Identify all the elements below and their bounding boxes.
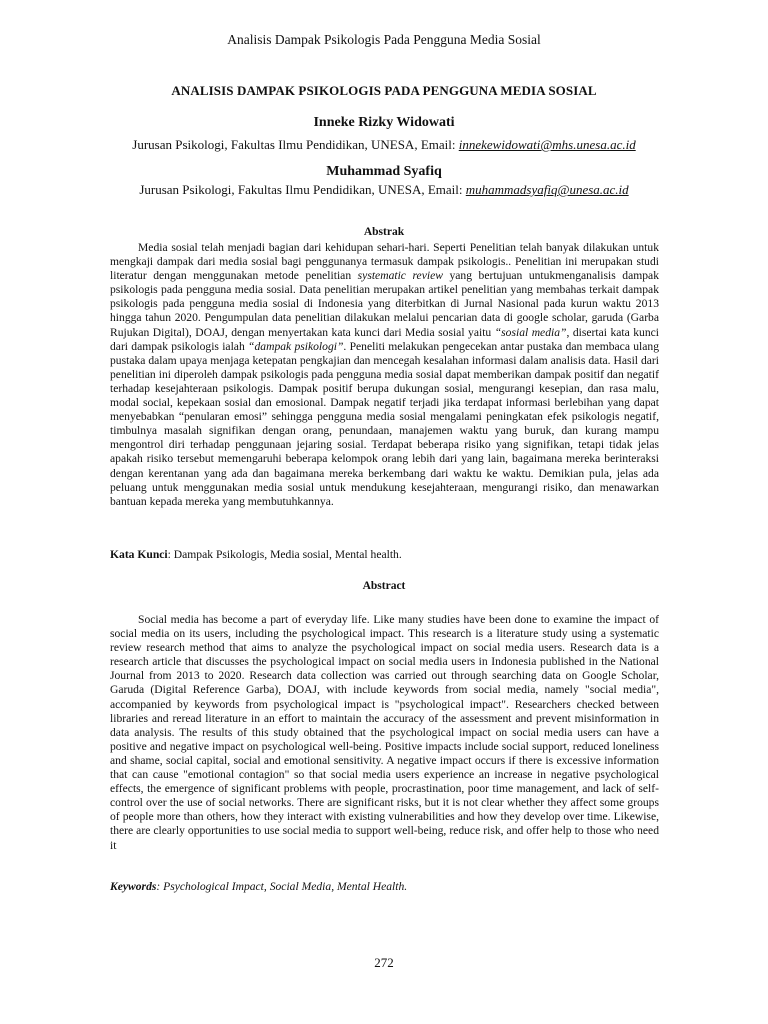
running-header: Analisis Dampak Psikologis Pada Pengguna Media Sosial xyxy=(227,32,541,47)
kata-kunci-value: : Dampak Psikologis, Media sosial, Mental health. xyxy=(167,548,402,561)
affiliation-text: Jurusan Psikologi, Fakultas Ilmu Pendidikan, UNESA, Email: xyxy=(132,137,459,152)
author-email-2[interactable]: muhammadsyafiq@unesa.ac.id xyxy=(465,182,629,197)
affiliation-text: Jurusan Psikologi, Fakultas Ilmu Pendidikan, UNESA, Email: xyxy=(139,182,466,197)
page-number: 272 xyxy=(374,955,394,970)
abstrak-text-4: . Peneliti melakukan pengecekan antar pustaka dan membaca ulang pustaka dalam upaya menjaga ketepatan pengkajian dan mencegah kesalahan informasi dalam analisis data. Hasil dari penelitian ini diperoleh dampak psikologis pada pengguna media sosial dapat memberikan dampak positif dan negatif terhadap kesejahteraan psikologis. Dampak positif berupa dukungan sosial, mengurangi kesepian, dan rasa malu, modal social, kepekaan sosial dan emosional. Dampak negatif terjadi jika terdapat informasi berlebihan yang dapat menyebabkan “penularan emosi” sehingga pengguna media sosial mengalami peningkatan efek psikologis negatif, timbulnya masalah signifikan dengan orang, penundaan, manajemen waktu yang buruk, dan kurang mampu mengontrol diri terhadap penggunaan jejaring sosial. Terdapat beberapa risiko yang signifikan, tetapi tidak jelas apakah risiko tersebut memengaruhi beberapa kelompok orang lebih dari yang lain, bagaimana mereka berinteraksi dengan kerentanan yang ada dan bagaimana mereka berkembang dari waktu ke waktu. Demikian pula, jelas ada peluang untuk menggunakan media sosial untuk mendukung kesejahteraan, mengurangi risiko, dan menawarkan bantuan kepada mereka yang membutuhkannya. xyxy=(110,339,659,508)
paper-title: ANALISIS DAMPAK PSIKOLOGIS PADA PENGGUNA MEDIA SOSIAL xyxy=(171,83,597,98)
abstrak-term-systematic-review: systematic review xyxy=(357,269,443,283)
abstrak-body xyxy=(110,241,659,509)
abstract-body xyxy=(110,613,659,853)
abstrak-term-sosial-media: “sosial media” xyxy=(494,325,567,339)
keywords xyxy=(110,880,659,893)
abstrak-text-3: , disertai kata kunci dari dampak psikologis ialah xyxy=(110,325,660,353)
author-name-2: Muhammad Syafiq xyxy=(326,164,442,179)
author-affiliation-1 xyxy=(0,137,768,153)
keywords-label: Keywords xyxy=(110,880,157,893)
keywords-value: : Psychological Impact, Social Media, Mental Health. xyxy=(156,880,408,893)
abstrak-term-dampak-psikologi: “dampak psikologi” xyxy=(248,339,344,353)
abstrak-heading: Abstrak xyxy=(363,226,405,238)
kata-kunci xyxy=(110,548,659,561)
abstract-text: Social media has become a part of everyday life. Like many studies have been done to examine the impact of social media on its users, including the psychological impact. This research is a literature study using a systematic review research method that aims to analyze the psychological impact on social media users. Research data is a research article that discusses the psychological impact on social media users in Indonesia published in the National Journal from 2013 to 2020. Research data collection was carried out through searching data on Google Scholar, Garuda (Digital Reference Garba), DOAJ, with include keywords from social media, namely "social media", accompanied by keywords from psychological impact is "psychological impact". Researchers checked between libraries and reread literature in an effort to maintain the accuracy of the assessment and prevent misinformation in data analysis. The results of this study obtained that the psychological impact on social media users can have a positive and negative impact on psychological well-being. Positive impacts include social support, reduced loneliness and shame, social capital, social and emotional sensitivity. A negative impact occurs if there is excessive information that can cause "emotional contagion" so that social media users experience an increase in negative psychological effects, the emergence of significant problems with people, procrastination, poor time management, and lack of self-control over the use of social networks. There are significant risks, but it is not clear whether they affect some groups of people more than others, how they interact with existing vulnerabilities and how they develop over time. Likewise, there are clearly opportunities to use social media to support well-being, reduce risk, and offer help to those who need it xyxy=(110,613,659,852)
abstrak-text-2: yang bertujuan untukmenganalisis dampak psikologis pada pengguna media sosial. Data penelitian merupakan artikel penelitian yang membahas terkait dampak psikologis pada pengguna media sosial di Indonesia yang diterbitkan di Jurnal Nasional pada kurun waktu 2013 hingga tahun 2020. Pengumpulan data penelitian dilakukan melalui pencarian data di google scholar, garuda (Garba Rujukan Digital), DOAJ, dengan menyertakan kata kunci dari Media sosial yaitu xyxy=(110,269,659,339)
abstrak-text-1: Media sosial telah menjadi bagian dari kehidupan sehari-hari. Seperti Penelitian telah banyak dilakukan untuk mengkaji dampak dari media sosial bagi penggunanya termasuk dampak psikologis.. Penelitian ini merupakan studi literatur dengan menggunakan metode penelitian xyxy=(110,241,659,283)
author-affiliation-2 xyxy=(0,182,768,198)
abstract-heading: Abstract xyxy=(362,580,406,592)
author-email-1[interactable]: innekewidowati@mhs.unesa.ac.id xyxy=(458,137,636,152)
kata-kunci-label: Kata Kunci xyxy=(110,548,168,561)
author-name-1: Inneke Rizky Widowati xyxy=(313,115,455,130)
